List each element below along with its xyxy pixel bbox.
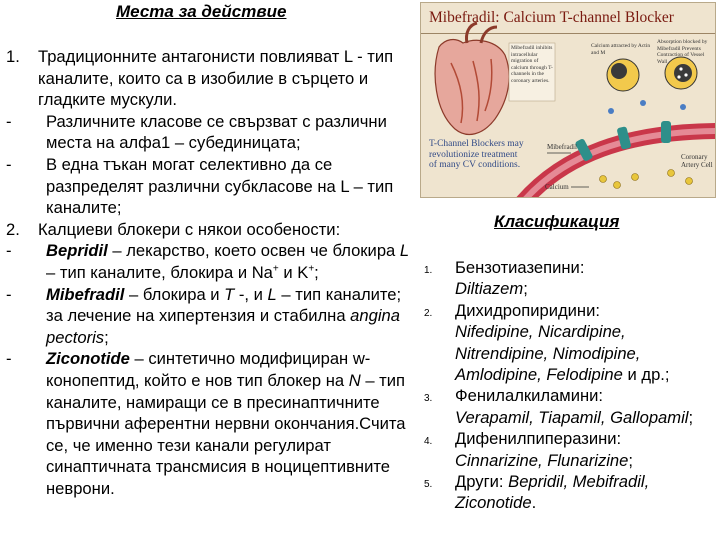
dash-marker: - [6, 111, 12, 131]
list-item [424, 300, 716, 386]
drug-name: Mibefradil [46, 284, 125, 304]
figure-note-left: Mibefradil inhibits intracellular migration of calcium through T-channels in the coronary arteries. [511, 45, 553, 84]
list-item [424, 385, 716, 428]
list-item [6, 46, 418, 111]
label-coronary-artery-cell: Coronary Artery Cell [681, 153, 713, 169]
text-run: и K [278, 262, 309, 282]
places-of-action-list [6, 46, 418, 499]
item-end: ; [688, 407, 694, 427]
list-item [424, 257, 716, 300]
item-text [46, 240, 418, 283]
item-text: Традиционните антагонисти повлияват L - тип каналите, които са в изобилие в сърцето и гладките мускули. [38, 47, 394, 110]
italic-run: L [267, 284, 277, 304]
list-item [6, 154, 418, 219]
heart-icon [435, 23, 509, 134]
list-item [424, 428, 716, 471]
dash-marker: - [6, 284, 12, 304]
figure-note-mid: Calcium attracted by Actin and M [591, 43, 651, 56]
item-end: ; [523, 279, 528, 299]
item-text: Различните класове се свързват с различни места на алфа1 – субединицата; [46, 111, 387, 153]
text-run: – блокира и [124, 284, 225, 304]
section-title-places-of-action: Места за действие [116, 2, 287, 21]
drug-list: Verapamil, Tiapamil, Gallopamil [455, 407, 689, 427]
class-name: Фенилалкиламини: [455, 386, 604, 406]
italic-run: N [348, 370, 361, 390]
list-item [6, 111, 418, 154]
item-end: . [531, 493, 537, 513]
text-run: – тип каналите; за лечение на хипертензия и стабилна [46, 284, 402, 326]
italic-run: angina pectoris [46, 306, 400, 347]
item-number: 3. [424, 393, 433, 405]
class-name: Дихидропиридини: [455, 300, 600, 320]
classification-list [424, 257, 716, 514]
item-text: Калциеви блокери с някои особености: [38, 219, 341, 239]
mibefradil-molecule-icons [608, 100, 686, 114]
item-end: ; [628, 450, 634, 470]
dash-marker: - [6, 349, 12, 369]
item-number: 2. [6, 219, 20, 239]
text-run: – синтетично модифициран w-конопептид, който е нов тип блокер на [46, 349, 371, 390]
mibefradil-illustration [420, 2, 716, 198]
class-name: Други: [455, 472, 509, 492]
item-number: 2. [424, 307, 433, 319]
drug-name: Bepridil [46, 241, 108, 261]
item-end: и др.; [622, 365, 670, 385]
item-number: 5. [424, 479, 433, 491]
drug-list: Bepridil, Mebifradil, Ziconotide [455, 472, 650, 513]
figure-caption: T-Channel Blockers may revolutionize treatment of many CV conditions. [429, 139, 524, 170]
dash-marker: - [6, 154, 12, 174]
list-item-bepridil [6, 240, 418, 283]
list-item [6, 219, 418, 241]
item-text [46, 284, 418, 349]
drug-list: Diltiazem [455, 279, 524, 299]
list-item-ziconotide [6, 348, 418, 499]
text-run: -, и [234, 284, 268, 304]
drug-list: Cinnarizine, Flunarizine [455, 450, 629, 470]
list-item-mibefradil [6, 284, 418, 349]
dash-marker: - [6, 241, 12, 261]
label-mibefradil: Mibefradil [547, 143, 577, 151]
ion-charge: + [272, 263, 279, 275]
item-text: В една тъкан могат селективно да се разпределят различни субкласове на L – тип каналите; [46, 154, 394, 218]
text-run: – лекарство, което освен че блокира [107, 241, 400, 261]
text-run: ; [314, 262, 319, 282]
drug-name: Ziconotide [46, 349, 130, 369]
text-run: – тип каналите, блокира и Na [46, 262, 273, 282]
item-number: 4. [424, 436, 433, 448]
item-number: 1. [6, 47, 20, 66]
italic-run: L [399, 241, 410, 261]
text-run: – тип каналите, намиращи се в пресинаптичните първични аферентни нервни окончания.Счита се, че именно тези канали регулират синаптичната трансмисия в ноцицептивните неврони. [46, 370, 406, 498]
item-text [46, 348, 418, 499]
label-calcium: Calcium [545, 183, 569, 191]
section-title-classification: Класификация [494, 212, 620, 231]
class-name: Бензотиазепини: [455, 258, 585, 277]
class-name: Дифенилпиперазини: [455, 429, 622, 449]
figure-note-right: Absorption blocked by Mibefradil Prevents Contraction of Vessel Wall [657, 39, 708, 65]
item-number: 1. [424, 265, 433, 276]
figure-title: Mibefradil: Calcium T-channel Blocker [429, 9, 674, 26]
italic-run: T [224, 284, 235, 304]
ion-charge: + [308, 263, 315, 275]
calcium-ion-icons [600, 170, 693, 189]
text-run: ; [104, 327, 109, 347]
list-item [424, 471, 716, 514]
drug-list: Nifedipine, Nicardipine, Nitrendipine, Nimodipine, Amlodipine, Felodipine [455, 322, 641, 385]
